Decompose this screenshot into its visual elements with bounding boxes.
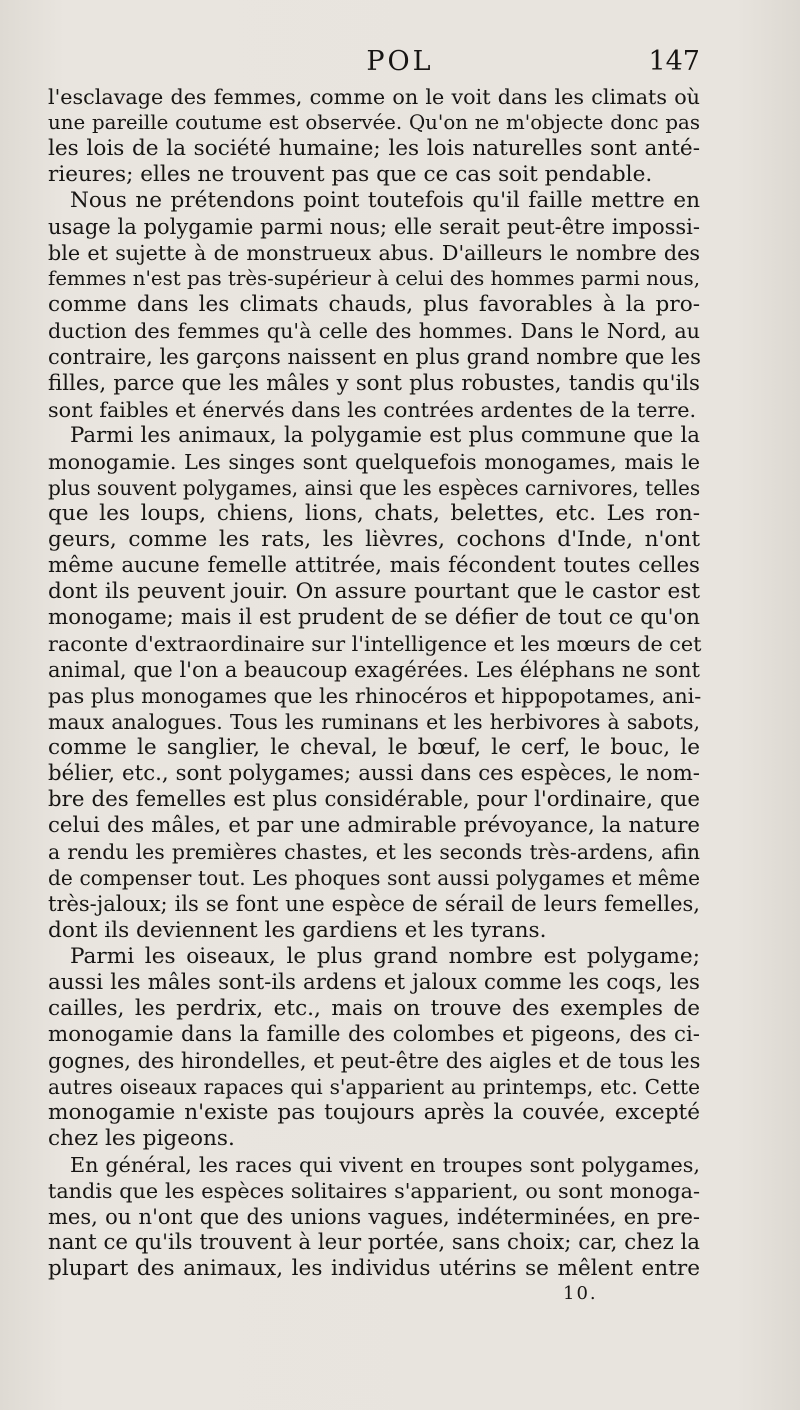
text-line: sont faibles et énervés dans les contrées ardentes de la terre. [48,397,697,422]
text-line: a rendu les premières chastes, et les seconds très-ardens, afin [48,840,700,865]
text-line: chez les pigeons. [48,1125,235,1151]
text-line: aussi les mâles sont-ils ardens et jaloux comme les coqs, les [48,969,700,995]
text-line: monogamie. Les singes sont quelquefois monogames, mais le [48,449,700,474]
text-line: bélier, etc., sont polygames; aussi dans ces espèces, le nom- [48,761,700,787]
text-line: filles, parce que les mâles y sont plus robustes, tandis qu'ils [48,370,700,396]
text-line: En général, les races qui vivent en troupes sont polygames, [70,1152,700,1177]
page-number: 147 [648,46,700,77]
text-line: duction des femmes qu'à celle des hommes. Dans le Nord, au [48,319,700,344]
text-line: comme dans les climats chauds, plus favorables à la pro- [48,292,700,318]
text-line: contraire, les garçons naissent en plus grand nombre que les [48,345,701,370]
text-line: ble et sujette à de monstrueux abus. D'ailleurs le nombre des [48,241,700,266]
text-line: que les loups, chiens, lions, chats, belettes, etc. Les ron- [48,500,700,526]
text-line: plus souvent polygames, ainsi que les espèces carnivores, telles [48,475,701,500]
text-line: monogamie dans la famille des colombes et pigeons, des ci- [48,1021,700,1047]
text-line: rieures; elles ne trouvent pas que ce cas soit pendable. [48,162,653,188]
text-line: même aucune femelle attitrée, mais fécondent toutes celles [48,552,700,578]
text-line: usage la polygamie parmi nous; elle serait peut-être impossi- [48,215,700,240]
text-line: geurs, comme les rats, les lièvres, cochons d'Inde, n'ont [48,526,700,552]
text-line: raconte d'extraordinaire sur l'intelligence et les mœurs de cet [48,631,702,656]
text-line: Parmi les oiseaux, le plus grand nombre est polygame; [70,943,700,969]
text-line: animal, que l'on a beaucoup exagérées. Les éléphans ne sont [48,658,700,683]
text-line: les lois de la société humaine; les lois naturelles sont anté- [48,136,700,162]
text-line: très-jaloux; ils se font une espèce de sérail de leurs femelles, [48,892,700,917]
text-line: monogame; mais il est prudent de se défier de tout ce qu'on [48,604,700,630]
text-line: autres oiseaux rapaces qui s'apparient au printemps, etc. Cette [48,1074,700,1099]
text-line: nant ce qu'ils trouvent à leur portée, sans choix; car, chez la [48,1230,700,1256]
body-text [48,84,700,1282]
text-line: monogamie n'existe pas toujours après la couvée, excepté [48,1099,700,1125]
text-line: l'esclavage des femmes, comme on le voit dans les climats où [48,85,700,109]
text-line: tandis que les espèces solitaires s'apparient, ou sont monoga- [48,1178,700,1203]
text-line: maux analogues. Tous les ruminans et les herbivores à sabots, [48,710,700,735]
text-line: Nous ne prétendons point toutefois qu'il faille mettre en [70,188,700,214]
text-line: pas plus monogames que les rhinocéros et hippopotames, ani- [48,684,702,709]
text-line: mes, ou n'ont que des unions vagues, indéterminées, en pre- [48,1205,700,1230]
text-line: dont ils deviennent les gardiens et les tyrans. [48,917,547,943]
text-line: de compenser tout. Les phoques sont aussi polygames et même [48,866,700,891]
text-line: plupart des animaux, les individus utérins se mêlent entre [48,1256,700,1282]
text-line: cailles, les perdrix, etc., mais on trouve des exemples de [48,995,700,1021]
text-line: femmes n'est pas très-supérieur à celui des hommes parmi nous, [48,267,700,291]
text-line: comme le sanglier, le cheval, le bœuf, le cerf, le bouc, le [48,735,700,761]
text-line: dont ils peuvent jouir. On assure pourtant que le castor est [48,578,700,604]
text-line: gognes, des hirondelles, et peut-être des aigles et de tous les [48,1048,701,1073]
text-line: une pareille coutume est observée. Qu'on ne m'objecte donc pas [48,111,700,135]
text-line: bre des femelles est plus considérable, pour l'ordinaire, que [48,787,700,813]
signature-mark: 10. [563,1283,598,1304]
running-head: POL [366,46,434,77]
text-line: Parmi les animaux, la polygamie est plus commune que la [70,422,700,448]
text-line: celui des mâles, et par une admirable prévoyance, la nature [48,813,700,839]
